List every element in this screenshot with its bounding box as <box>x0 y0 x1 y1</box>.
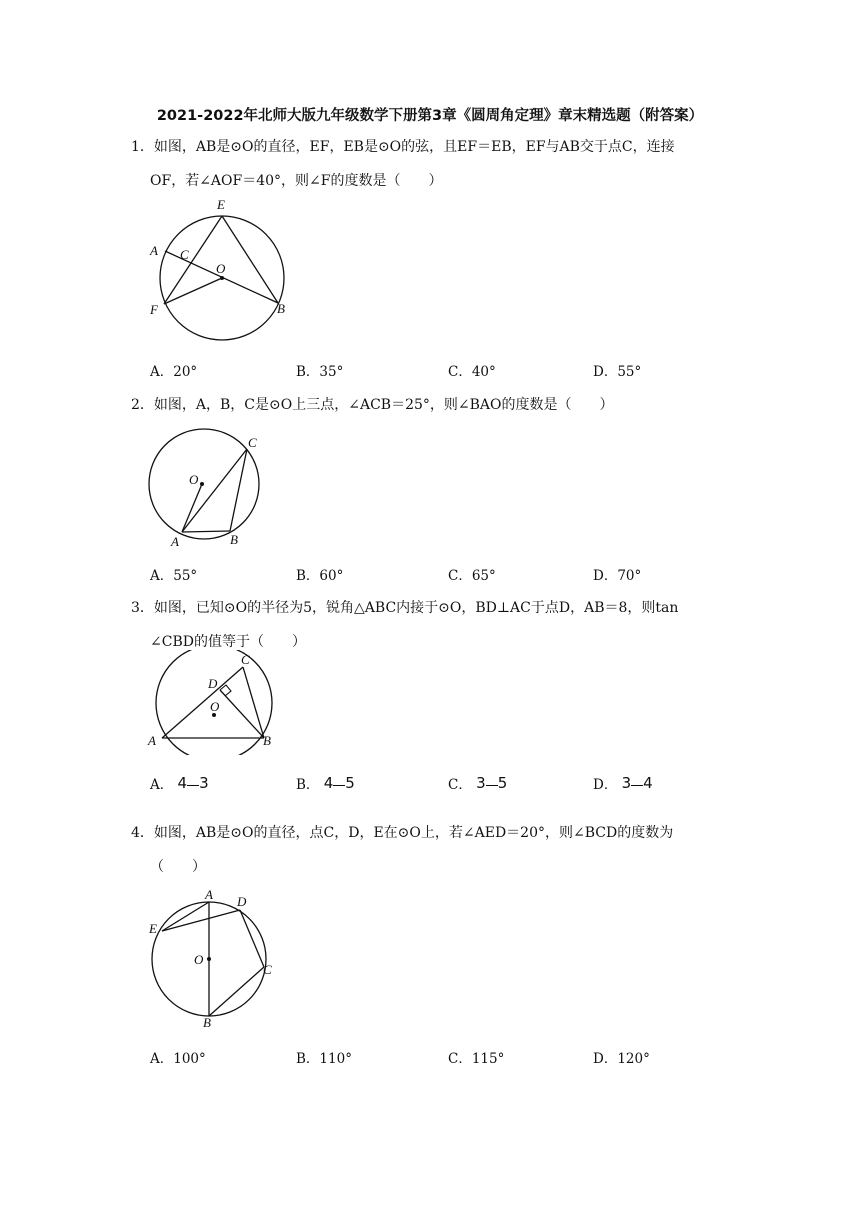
question-1-figure <box>140 195 300 345</box>
question-1-text: 1．如图，AB是⊙O的直径，EF，EB是⊙O的弦，且EF＝EB，EF与AB交于点C，连接 <box>131 139 675 155</box>
q1-option-d[interactable]: D．55° <box>593 364 642 380</box>
fig4-label-O: O <box>194 952 204 967</box>
q3-option-a[interactable]: A． 4 3 <box>150 773 209 793</box>
q3-option-d[interactable]: D． 3 4 <box>593 773 653 793</box>
q4-option-a[interactable]: A．100° <box>150 1051 206 1067</box>
question-2-text: 2．如图，A，B，C是⊙O上三点，∠ACB＝25°，则∠BAO的度数是（ ） <box>131 397 614 413</box>
question-3-text-cont: ∠CBD的值等于（ ） <box>150 634 306 650</box>
q4-option-b[interactable]: B．110° <box>296 1051 352 1067</box>
q2-option-c[interactable]: C．65° <box>448 568 496 584</box>
fig3-label-D: D <box>208 676 218 691</box>
fig1-label-E: E <box>217 197 225 212</box>
q1-option-b[interactable]: B．35° <box>296 364 344 380</box>
fig1-label-B: B <box>277 301 285 316</box>
fig4-label-A: A <box>205 887 213 902</box>
fig3-label-C: C <box>241 652 250 667</box>
q4-option-d[interactable]: D．120° <box>593 1051 650 1067</box>
q2-option-d[interactable]: D．70° <box>593 568 642 584</box>
fig2-label-B: B <box>230 532 238 547</box>
q2-option-b[interactable]: B．60° <box>296 568 344 584</box>
fig1-label-O: O <box>216 261 226 276</box>
fig2-label-A: A <box>171 534 179 549</box>
question-3-figure <box>140 650 290 755</box>
question-2-figure <box>140 428 280 553</box>
q4-option-c[interactable]: C．115° <box>448 1051 505 1067</box>
question-1-text-cont: OF，若∠AOF＝40°，则∠F的度数是（ ） <box>150 173 443 189</box>
question-4-options <box>150 1047 750 1071</box>
fig3-label-B: B <box>263 733 271 748</box>
q1-option-a[interactable]: A．20° <box>150 364 198 380</box>
fig4-label-C: C <box>263 962 272 977</box>
question-3-text: 3．如图，已知⊙O的半径为5，锐角△ABC内接于⊙O，BD⊥AC于点D，AB＝8，则tan <box>131 600 679 616</box>
q1-option-c[interactable]: C．40° <box>448 364 496 380</box>
question-1-options <box>150 360 750 384</box>
fig4-label-E: E <box>149 921 157 936</box>
q3-option-b[interactable]: B． 4 5 <box>296 773 355 793</box>
question-4-text-cont: （ ） <box>150 859 206 875</box>
fig3-label-A: A <box>148 733 156 748</box>
question-4-figure <box>140 885 285 1030</box>
fig1-label-C: C <box>180 247 189 262</box>
fig1-label-A: A <box>150 243 158 258</box>
question-4-text: 4．如图，AB是⊙O的直径，点C，D，E在⊙O上，若∠AED＝20°，则∠BCD的度数为 <box>131 825 674 841</box>
document-title: 2021-2022年北师大版九年级数学下册第3章《圆周角定理》章末精选题（附答案） <box>156 108 704 124</box>
fig2-label-O: O <box>189 472 199 487</box>
question-2-options <box>150 564 750 588</box>
fig1-label-F: F <box>150 302 158 317</box>
q2-option-a[interactable]: A．55° <box>150 568 198 584</box>
fig3-label-O: O <box>210 699 220 714</box>
fig2-label-C: C <box>248 435 257 450</box>
question-3-options <box>150 773 750 813</box>
fig4-label-B: B <box>203 1015 211 1030</box>
fig4-label-D: D <box>237 894 247 909</box>
q3-option-c[interactable]: C． 3 5 <box>448 773 508 793</box>
